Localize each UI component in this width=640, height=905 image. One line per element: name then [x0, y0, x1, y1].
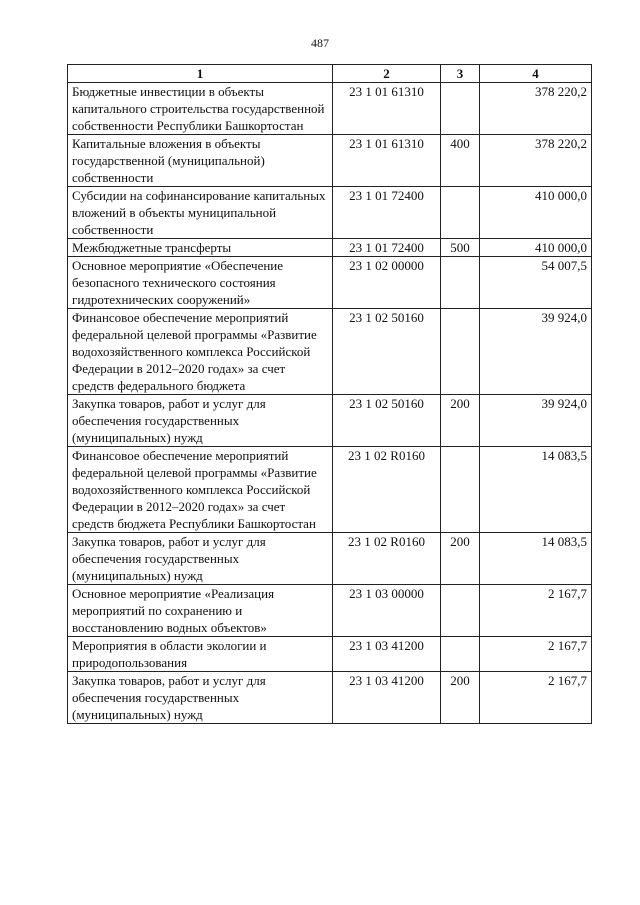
- row-type: 500: [441, 239, 480, 257]
- row-code: 23 1 01 61310: [333, 83, 441, 135]
- row-name: Основное мероприятие «Реализация мероприятий по сохранению и восстановлению водных объектов»: [68, 585, 333, 637]
- table-row: [68, 239, 592, 257]
- table-row: [68, 585, 592, 637]
- row-amount: 378 220,2: [480, 135, 592, 187]
- row-amount: 39 924,0: [480, 309, 592, 395]
- row-name: Мероприятия в области экологии и природопользования: [68, 637, 333, 672]
- row-code: 23 1 01 72400: [333, 187, 441, 239]
- table-row: [68, 83, 592, 135]
- column-header-amount: 4: [480, 65, 592, 83]
- row-type: [441, 447, 480, 533]
- column-header-code: 2: [333, 65, 441, 83]
- table-row: [68, 637, 592, 672]
- table-row: [68, 533, 592, 585]
- page-number: 487: [311, 36, 329, 50]
- row-amount: 14 083,5: [480, 447, 592, 533]
- row-code: 23 1 02 R0160: [333, 533, 441, 585]
- row-type: 200: [441, 395, 480, 447]
- row-amount: 378 220,2: [480, 83, 592, 135]
- row-name: Финансовое обеспечение мероприятий федеральной целевой программы «Развитие водохозяйственного комплекса Российской Федерации в 2012–2020 годах» за счет средств бюджета Республики Башкортостан: [68, 447, 333, 533]
- column-header-name: 1: [68, 65, 333, 83]
- row-amount: 2 167,7: [480, 637, 592, 672]
- row-name: Основное мероприятие «Обеспечение безопасного технического состояния гидротехнических сооружений»: [68, 257, 333, 309]
- row-name: Субсидии на софинансирование капитальных вложений в объекты муниципальной собственности: [68, 187, 333, 239]
- row-amount: 39 924,0: [480, 395, 592, 447]
- row-name: Закупка товаров, работ и услуг для обеспечения государственных (муниципальных) нужд: [68, 395, 333, 447]
- row-code: 23 1 03 41200: [333, 672, 441, 724]
- table-row: [68, 447, 592, 533]
- row-name: Капитальные вложения в объекты государственной (муниципальной) собственности: [68, 135, 333, 187]
- row-code: 23 1 01 72400: [333, 239, 441, 257]
- row-type: [441, 187, 480, 239]
- row-amount: 54 007,5: [480, 257, 592, 309]
- table-row: [68, 672, 592, 724]
- row-code: 23 1 02 R0160: [333, 447, 441, 533]
- row-code: 23 1 01 61310: [333, 135, 441, 187]
- row-name: Межбюджетные трансферты: [68, 239, 333, 257]
- table-header-row: [68, 65, 592, 83]
- table-row: [68, 395, 592, 447]
- row-type: 200: [441, 672, 480, 724]
- row-type: [441, 637, 480, 672]
- table-row: [68, 187, 592, 239]
- row-type: 400: [441, 135, 480, 187]
- row-code: 23 1 02 50160: [333, 309, 441, 395]
- row-type: 200: [441, 533, 480, 585]
- table-row: [68, 309, 592, 395]
- row-amount: 2 167,7: [480, 585, 592, 637]
- row-name: Бюджетные инвестиции в объекты капитального строительства государственной собственности Республики Башкортостан: [68, 83, 333, 135]
- table-row: [68, 135, 592, 187]
- row-amount: 410 000,0: [480, 187, 592, 239]
- column-header-type: 3: [441, 65, 480, 83]
- table-row: [68, 257, 592, 309]
- row-type: [441, 309, 480, 395]
- row-code: 23 1 03 00000: [333, 585, 441, 637]
- row-type: [441, 257, 480, 309]
- row-type: [441, 585, 480, 637]
- budget-table: [67, 64, 592, 724]
- row-amount: 2 167,7: [480, 672, 592, 724]
- row-type: [441, 83, 480, 135]
- row-name: Закупка товаров, работ и услуг для обеспечения государственных (муниципальных) нужд: [68, 672, 333, 724]
- row-code: 23 1 02 50160: [333, 395, 441, 447]
- row-name: Закупка товаров, работ и услуг для обеспечения государственных (муниципальных) нужд: [68, 533, 333, 585]
- row-name: Финансовое обеспечение мероприятий федеральной целевой программы «Развитие водохозяйственного комплекса Российской Федерации в 2012–2020 годах» за счет средств федерального бюджета: [68, 309, 333, 395]
- row-amount: 410 000,0: [480, 239, 592, 257]
- row-code: 23 1 02 00000: [333, 257, 441, 309]
- row-amount: 14 083,5: [480, 533, 592, 585]
- row-code: 23 1 03 41200: [333, 637, 441, 672]
